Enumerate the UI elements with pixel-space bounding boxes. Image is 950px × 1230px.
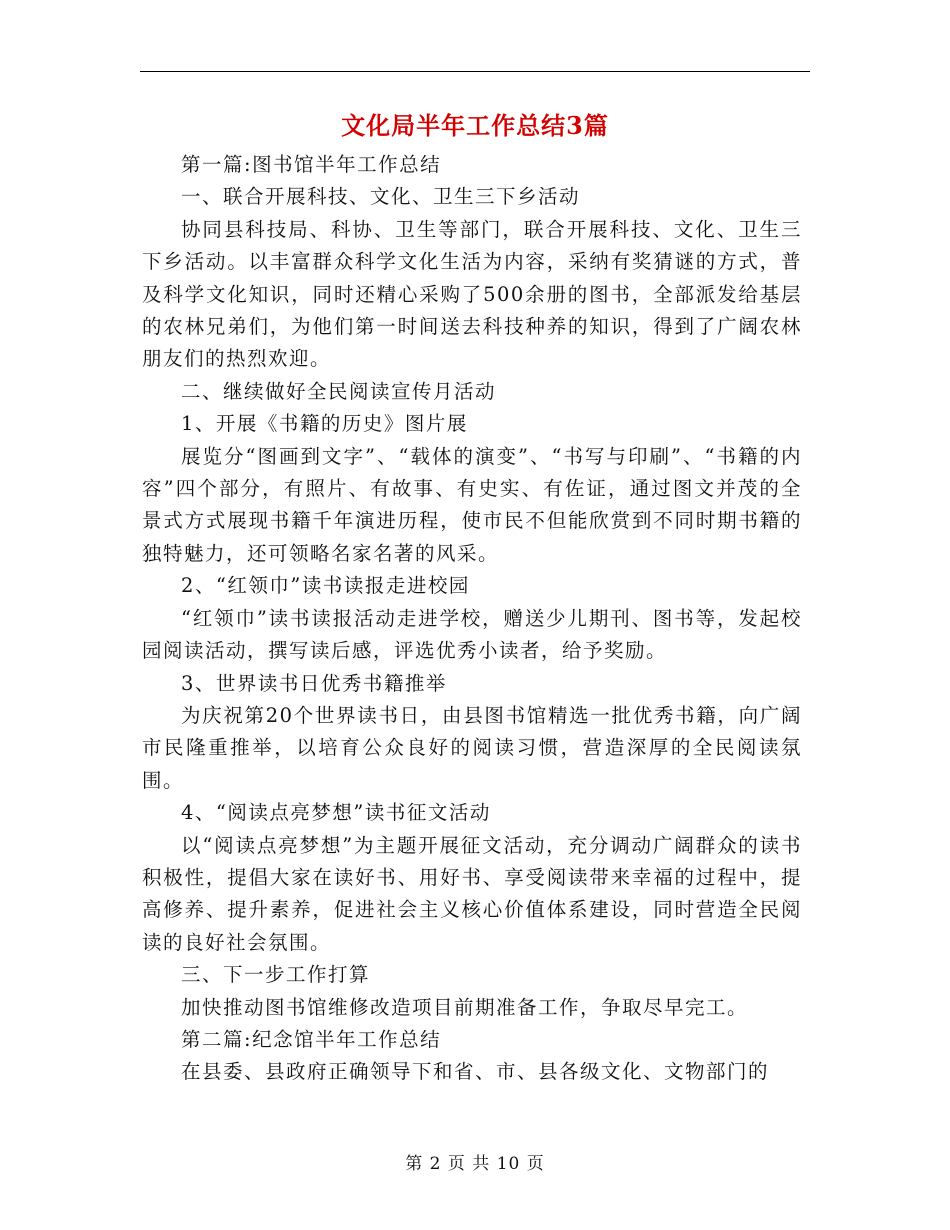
header-rule [140, 71, 810, 72]
paragraph: 为庆祝第20个世界读书日，由县图书馆精选一批优秀书籍，向广阔市民隆重推举，以培育公众良好的阅读习惯，营造深厚的全民阅读氛围。 [142, 703, 802, 792]
paragraph: “红领巾”读书读报活动走进学校，赠送少儿期刊、图书等，发起校园阅读活动，撰写读后感，评选优秀小读者，给予奖励。 [142, 606, 802, 663]
paragraph: 二、继续做好全民阅读宣传月活动 [181, 379, 497, 403]
page-number-footer: 第 2 页 共 10 页 [405, 1154, 545, 1174]
document-title: 文化局半年工作总结3篇 [341, 111, 609, 140]
paragraph: 第一篇:图书馆半年工作总结 [181, 153, 442, 176]
paragraph: 2、“红领巾”读书读报走进校园 [181, 574, 470, 598]
document-body [142, 149, 802, 1089]
paragraph: 展览分“图画到文字”、“载体的演变”、“书写与印刷”、“书籍的内容”四个部分，有照片、有故事、有史实、有佐证，通过图文并茂的全景式方式展现书籍千年演进历程，使市民不但能欣赏到不同时期书籍的独特魅力，还可领略名家名著的风采。 [142, 444, 802, 565]
paragraph: 第二篇:纪念馆半年工作总结 [181, 1027, 442, 1051]
paragraph: 在县委、县政府正确领导下和省、市、县各级文化、文物部门的 [181, 1060, 770, 1084]
paragraph: 一、联合开展科技、文化、卫生三下乡活动 [181, 185, 581, 209]
paragraph: 协同县科技局、科协、卫生等部门，联合开展科技、文化、卫生三下乡活动。以丰富群众科学文化生活为内容，采纳有奖猜谜的方式，普及科学文化知识，同时还精心采购了500余册的图书，全部派发给基层的农林兄弟们，为他们第一时间送去科技种养的知识，得到了广阔农林朋友们的热烈欢迎。 [142, 217, 802, 371]
paragraph: 3、世界读书日优秀书籍推举 [181, 671, 447, 695]
paragraph: 以“阅读点亮梦想”为主题开展征文活动，充分调动广阔群众的读书积极性，提倡大家在读好书、用好书、享受阅读带来幸福的过程中，提高修养、提升素养，促进社会主义核心价值体系建设，同时营造全民阅读的良好社会氛围。 [142, 833, 802, 954]
paragraph: 4、“阅读点亮梦想”读书征文活动 [181, 801, 491, 825]
paragraph: 1、开展《书籍的历史》图片展 [181, 412, 468, 436]
paragraph: 加快推动图书馆维修改造项目前期准备工作，争取尽早完工。 [181, 995, 749, 1019]
paragraph: 三、下一步工作打算 [181, 963, 371, 987]
